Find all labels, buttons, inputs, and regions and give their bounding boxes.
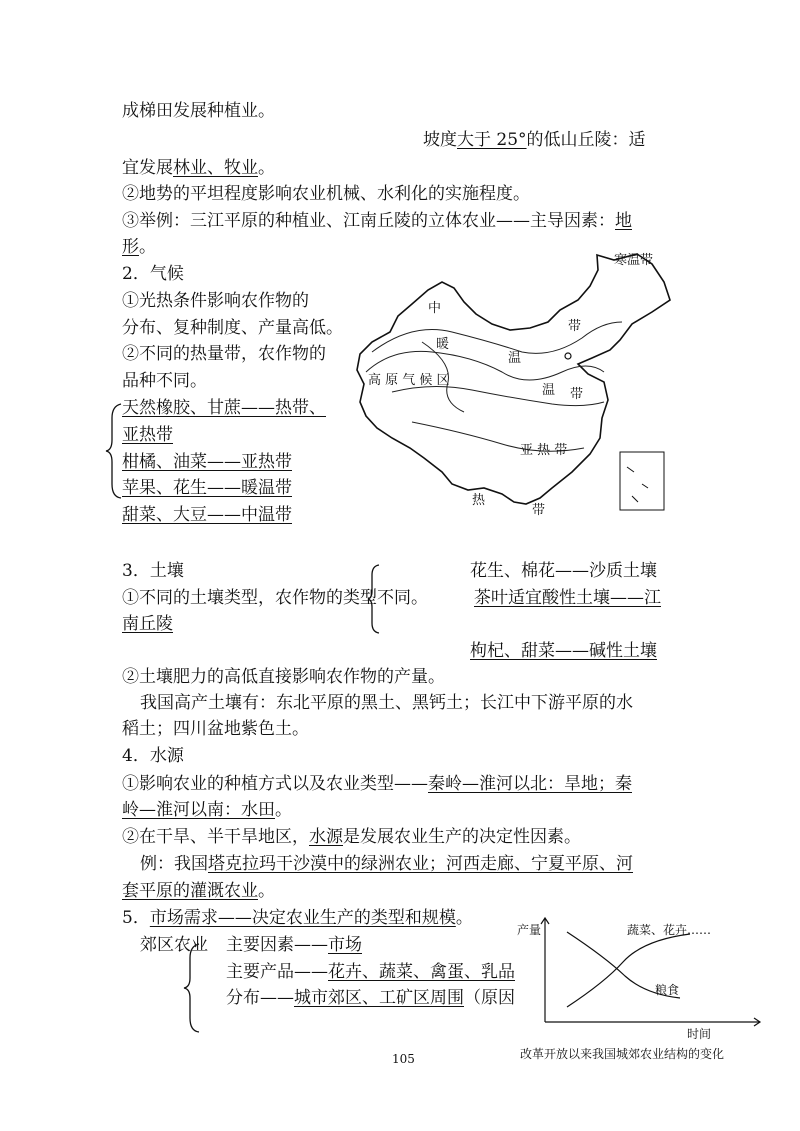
text-line: 套平原的灌溉农业。 [122,881,275,901]
crop-item: 柑橘、油菜——亚热带 [122,452,292,472]
text-line: 成梯田发展种植业。 [122,101,275,121]
text-line: 郊区农业 [140,935,208,955]
text-line: 岭—淮河以南：水田。 [122,800,292,820]
text-line: ①影响农业的种植方式以及农业类型——秦岭—淮河以北：旱地；秦 [122,774,632,794]
text-line: 分布——城市郊区、工矿区周围（原因 [226,988,515,1008]
section-heading: 5．市场需求——决定农业生产的类型和规模。 [122,908,473,928]
market-brace [182,942,202,1034]
crop-item: 亚热带 [122,425,173,445]
text-line: ③举例：三江平原的种植业、江南丘陵的立体农业——主导因素：地 [122,211,632,231]
map-label: 中 [428,301,442,316]
text-line: 分布、复种制度、产量高低。 [122,318,343,338]
section-heading: 2．气候 [122,264,184,284]
crop-brace [104,402,124,500]
map-label: 亚 热 带 [520,443,568,458]
series-up-label: 蔬菜、花卉…… [627,923,712,937]
text-line: 坡度大于 25°的低山丘陵：适 [423,130,646,150]
map-label: 温 [542,383,556,398]
text-line: ①光热条件影响农作物的 [122,291,309,311]
china-climate-map [352,252,674,522]
section-heading: 3．土壤 [122,561,184,581]
series-down-label: 粮食 [655,983,680,997]
map-label: 暖 [436,337,450,352]
map-label: 带 [568,319,582,334]
text-line: 宜发展林业、牧业。 [122,158,275,178]
map-label: 寒温带 [614,253,654,268]
page-number: 105 [392,1052,415,1066]
text-line: 形。 [122,237,156,257]
map-label: 带 [570,387,584,402]
south-sea-inset [620,452,664,510]
soil-item: 花生、棉花——沙质土壤 [470,561,657,581]
boundary-line [372,322,622,353]
x-axis-label: 时间 [687,1027,712,1041]
text-line: 主要因素——市场 [226,935,362,955]
soil-brace [366,563,382,635]
text-line: ②在干旱、半干旱地区，水源是发展农业生产的决定性因素。 [122,827,581,847]
agriculture-structure-graph [515,912,765,1062]
text-line: ②地势的平坦程度影响农业机械、水利化的实施程度。 [122,184,530,204]
map-label: 带 [532,503,546,518]
text-line: 我国高产土壤有：东北平原的黑土、黑钙土；长江中下游平原的水 [140,693,633,713]
text-line: 品种不同。 [122,371,207,391]
crop-item: 苹果、花生——暖温带 [122,478,292,498]
text-line: 例：我国塔克拉玛干沙漠中的绿洲农业；河西走廊、宁夏平原、河 [140,854,633,874]
text-line: ①不同的土壤类型，农作物的类型不同。 [122,588,428,608]
capital-marker [565,353,571,359]
text-line: 主要产品——花卉、蔬菜、禽蛋、乳品 [226,962,515,982]
soil-item: 枸杞、甜菜——碱性土壤 [470,641,657,661]
text-line: 稻土；四川盆地紫色土。 [122,719,309,739]
map-label: 热 [472,493,486,508]
text-line: ②土壤肥力的高低直接影响农作物的产量。 [122,667,445,687]
map-label: 温 [508,351,522,366]
map-label: 高 原 气 候 区 [368,373,450,388]
section-heading: 4．水源 [122,746,184,766]
text-line: ②不同的热量带，农作物的 [122,344,326,364]
graph-caption: 改革开放以来我国城郊农业结构的变化 [520,1047,725,1061]
soil-item: 茶叶适宜酸性土壤——江 [474,588,661,608]
crop-item: 甜菜、大豆——中温带 [122,505,292,525]
crop-item: 天然橡胶、甘蔗——热带、 [122,398,326,418]
y-axis-label: 产量 [517,923,542,937]
soil-item: 南丘陵 [122,614,173,634]
